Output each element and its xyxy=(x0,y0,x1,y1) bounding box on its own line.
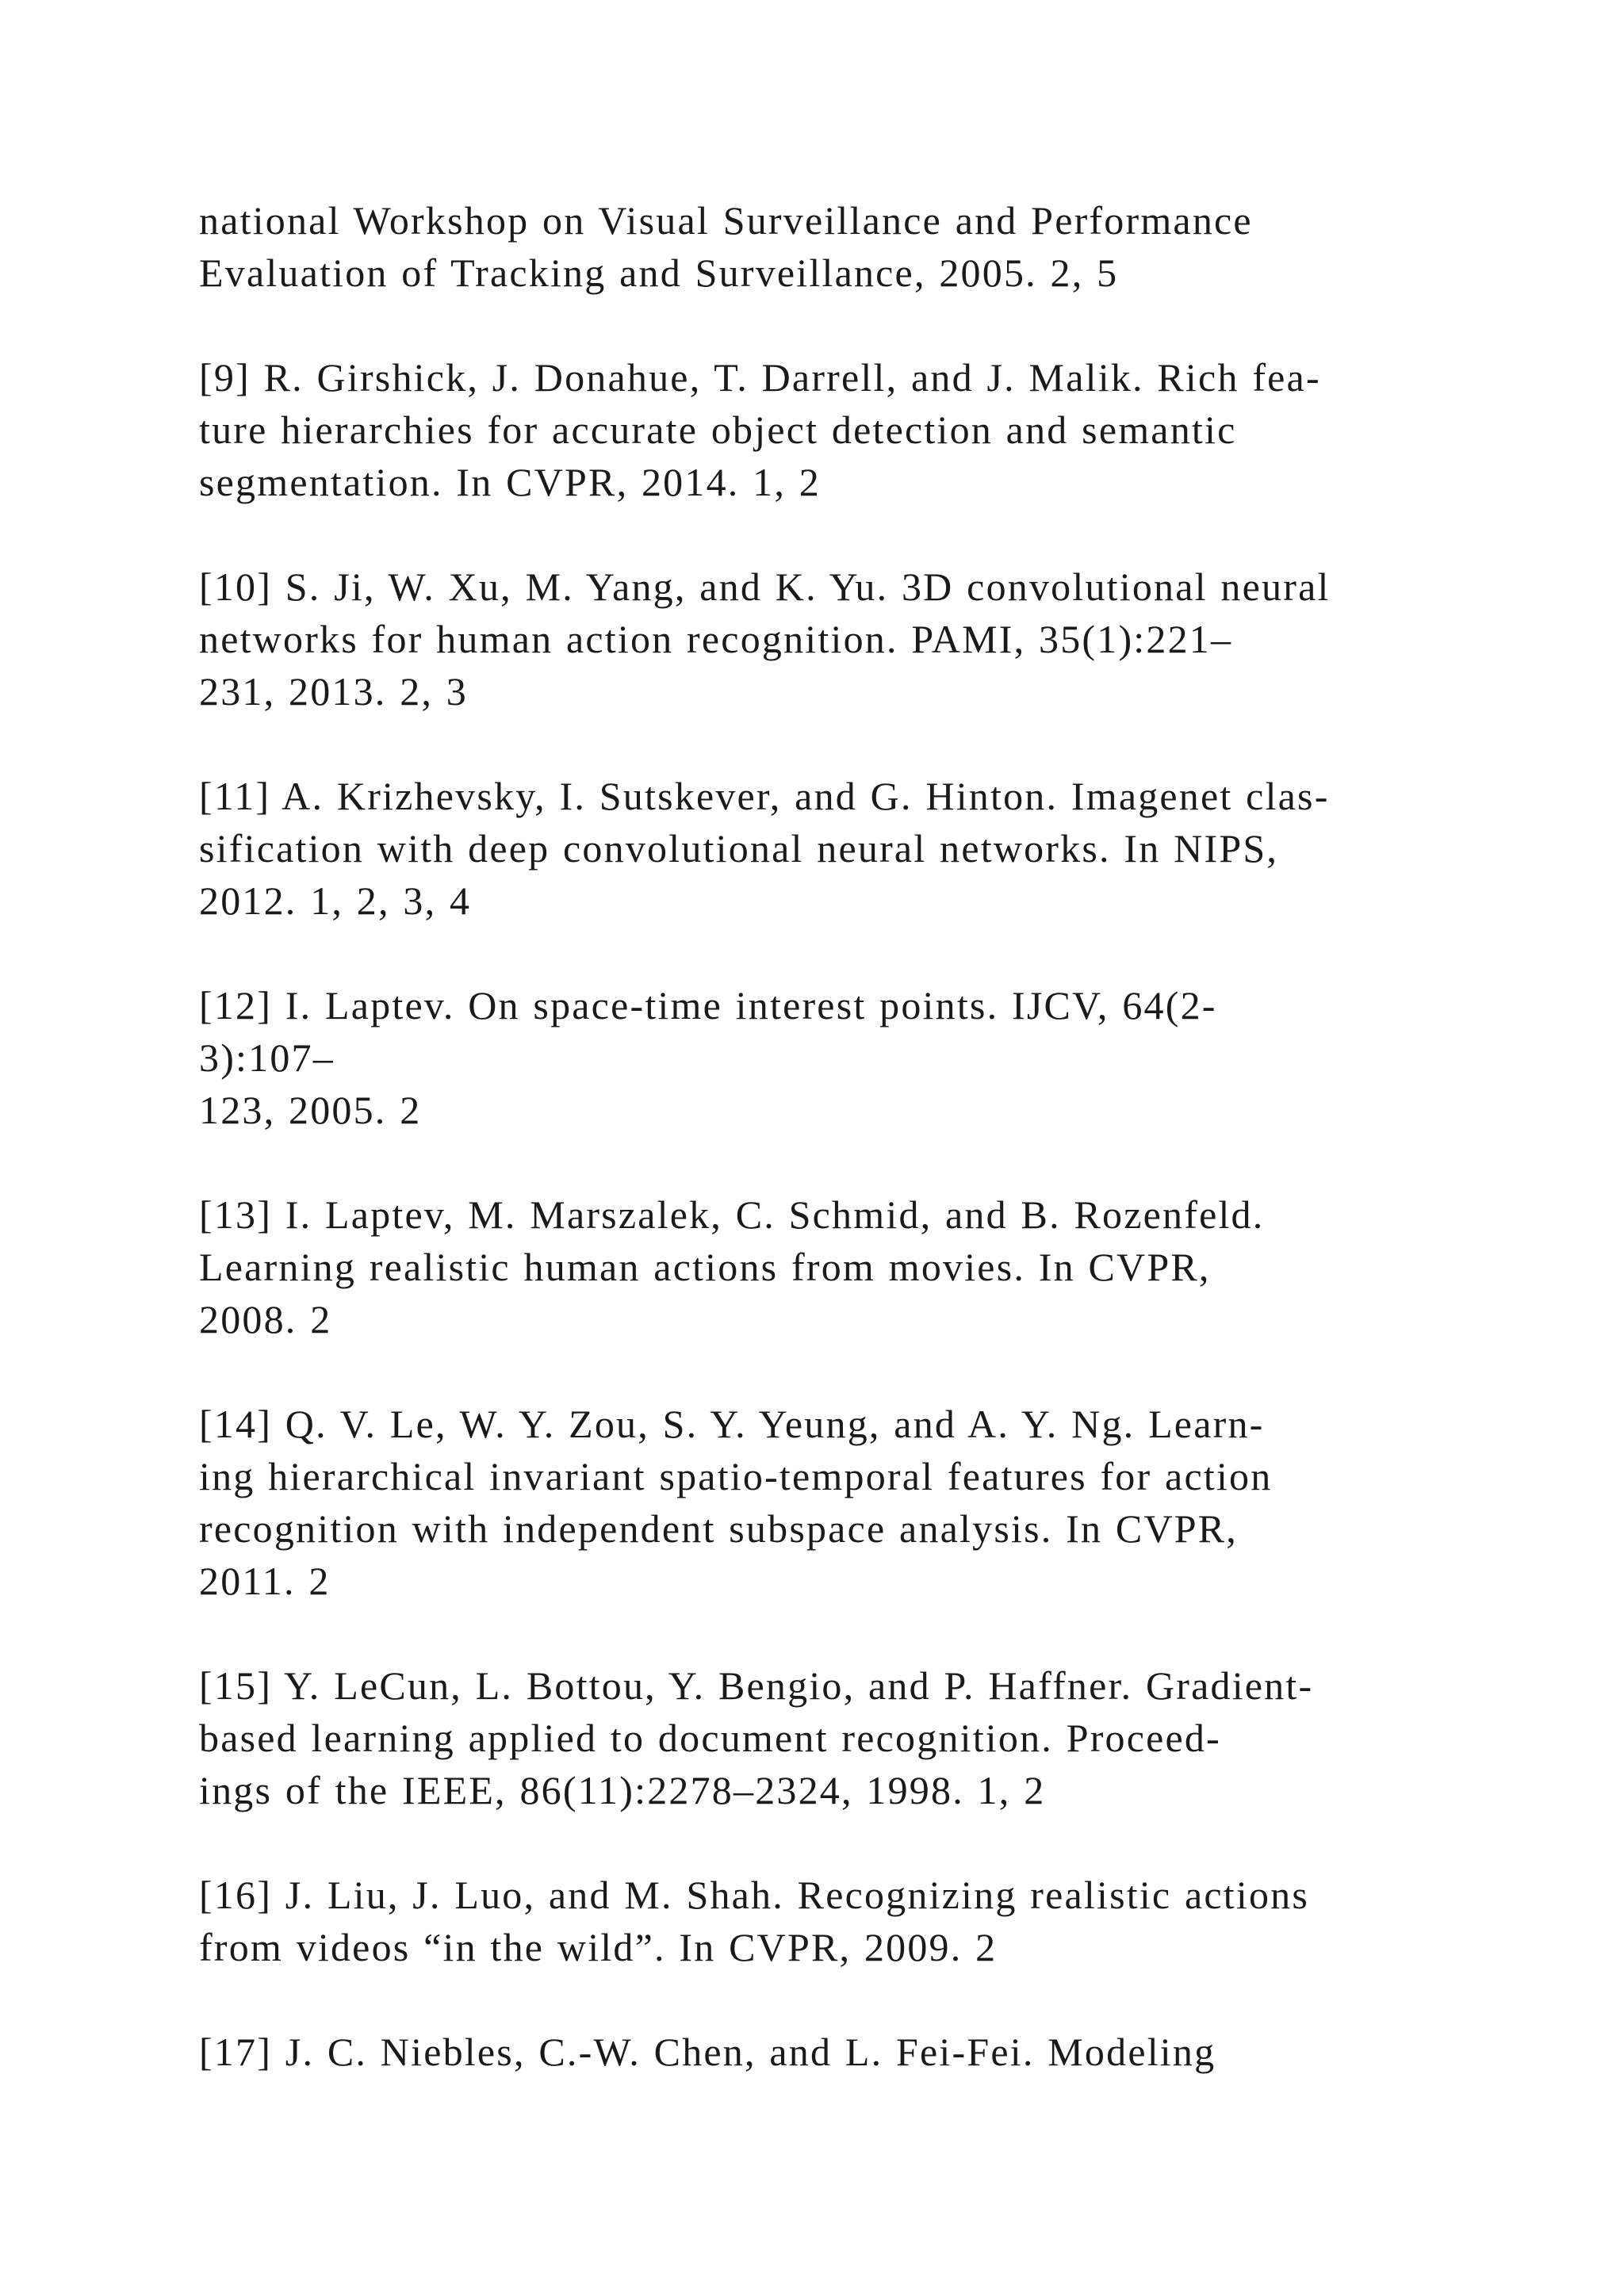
reference-line: 123, 2005. 2 xyxy=(199,1088,422,1132)
reference-entry-12 xyxy=(199,979,1515,1136)
reference-line: [10] S. Ji, W. Xu, M. Yang, and K. Yu. 3D convolutional neural xyxy=(199,564,1331,609)
reference-list xyxy=(199,194,1515,2130)
reference-entry-8-continued xyxy=(199,194,1515,299)
reference-line: [13] I. Laptev, M. Marszalek, C. Schmid, and B. Rozenfeld. xyxy=(199,1192,1265,1237)
reference-line: [17] J. C. Niebles, C.-W. Chen, and L. Fei-Fei. Modeling xyxy=(199,2030,1216,2074)
reference-line: 3):107– xyxy=(199,1035,335,1080)
reference-line: 2008. 2 xyxy=(199,1297,332,1341)
reference-line: ing hierarchical invariant spatio-temporal features for action xyxy=(199,1454,1273,1498)
reference-line: 2012. 1, 2, 3, 4 xyxy=(199,878,472,923)
reference-line: [14] Q. V. Le, W. Y. Zou, S. Y. Yeung, and A. Y. Ng. Learn- xyxy=(199,1402,1265,1446)
reference-entry-13 xyxy=(199,1188,1515,1345)
reference-line: 2011. 2 xyxy=(199,1559,331,1603)
reference-line: based learning applied to document recognition. Proceed- xyxy=(199,1716,1221,1760)
reference-line: recognition with independent subspace analysis. In CVPR, xyxy=(199,1506,1239,1551)
reference-line: from videos “in the wild”. In CVPR, 2009. 2 xyxy=(199,1925,998,1969)
reference-line: Evaluation of Tracking and Surveillance, 2005. 2, 5 xyxy=(199,251,1119,295)
reference-entry-14 xyxy=(199,1398,1515,1607)
reference-line: [16] J. Liu, J. Luo, and M. Shah. Recognizing realistic actions xyxy=(199,1873,1310,1917)
reference-line: [12] I. Laptev. On space-time interest points. IJCV, 64(2- xyxy=(199,983,1217,1027)
reference-line: national Workshop on Visual Surveillance and Performance xyxy=(199,198,1253,243)
reference-entry-11 xyxy=(199,770,1515,927)
reference-entry-17 xyxy=(199,2026,1515,2078)
reference-line: ings of the IEEE, 86(11):2278–2324, 1998. 1, 2 xyxy=(199,1768,1046,1812)
reference-line: ture hierarchies for accurate object detection and semantic xyxy=(199,408,1237,452)
reference-line: [9] R. Girshick, J. Donahue, T. Darrell, and J. Malik. Rich fea- xyxy=(199,355,1321,400)
reference-entry-9 xyxy=(199,351,1515,508)
reference-line: [11] A. Krizhevsky, I. Sutskever, and G. Hinton. Imagenet clas- xyxy=(199,774,1330,818)
reference-line: networks for human action recognition. PAMI, 35(1):221– xyxy=(199,617,1233,661)
reference-line: Learning realistic human actions from movies. In CVPR, xyxy=(199,1245,1211,1289)
reference-line: 231, 2013. 2, 3 xyxy=(199,669,468,714)
reference-line: sification with deep convolutional neural networks. In NIPS, xyxy=(199,826,1279,871)
reference-line: [15] Y. LeCun, L. Bottou, Y. Bengio, and P. Haffner. Gradient- xyxy=(199,1663,1314,1708)
reference-entry-16 xyxy=(199,1869,1515,1973)
reference-entry-10 xyxy=(199,561,1515,718)
reference-line: segmentation. In CVPR, 2014. 1, 2 xyxy=(199,460,821,504)
reference-entry-15 xyxy=(199,1659,1515,1816)
